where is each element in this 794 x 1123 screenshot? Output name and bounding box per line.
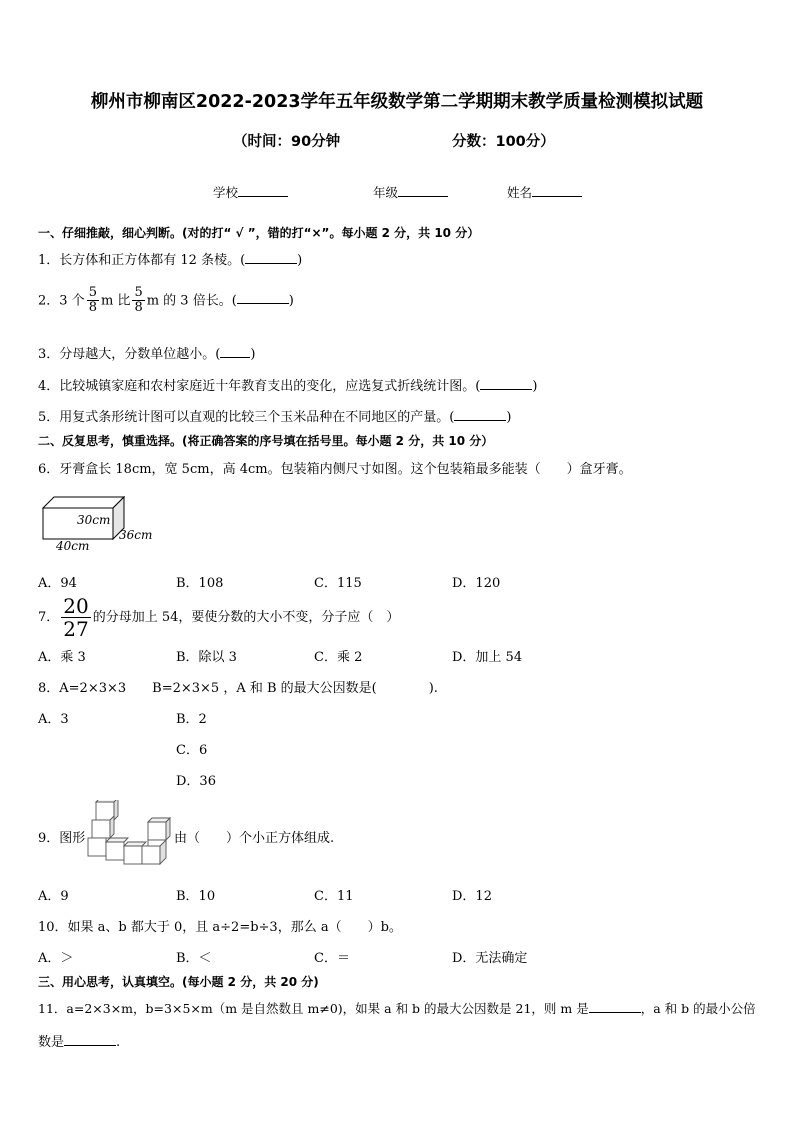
q7-option-a[interactable]: A．乘 3 — [38, 650, 86, 665]
box-width-label: 30cm — [77, 513, 111, 527]
grade-label: 年级 — [373, 185, 399, 200]
answer-blank — [245, 251, 297, 264]
q10-option-d[interactable]: D．无法确定 — [452, 951, 528, 966]
cube-stack-figure — [86, 800, 176, 870]
box-length-label: 40cm — [56, 539, 90, 553]
box-height-label: 36cm — [119, 528, 153, 542]
fraction-20-27: $\frac{20}{27}$ — [63, 594, 89, 641]
answer-blank — [237, 291, 289, 304]
q7-option-c[interactable]: C．乘 2 — [314, 650, 363, 665]
question-2: 2．3 个 $\frac{5}{8}$ m 比 $\frac{5}{8}$ m 的 3 倍长。( ) — [38, 285, 294, 316]
question-5: 5．用复式条形统计图可以直观的比较三个玉米品种在不同地区的产量。( ) — [38, 410, 512, 425]
q8-option-b[interactable]: B．2 — [176, 712, 207, 727]
school-label: 学校 — [213, 185, 239, 200]
school-field — [213, 183, 288, 201]
fraction-5-8: $\frac{5}{8}$ — [134, 285, 143, 316]
name-field — [507, 183, 582, 201]
answer-blank — [64, 1033, 116, 1046]
question-11-line-2: 数是 . — [38, 1035, 121, 1050]
answer-blank — [454, 408, 506, 421]
question-10: 10．如果 a、b 都大于 0，且 a÷2=b÷3，那么 a（ ）b。 — [38, 920, 402, 935]
question-11-line-1: 11．a=2×3×m，b=3×5×m（m 是自然数且 m≠0)，如果 a 和 b 的最大公因数是 21，则 m 是 ，a 和 b 的最小公倍 — [38, 1001, 756, 1016]
q6-option-c[interactable]: C．115 — [314, 576, 362, 591]
q6-option-b[interactable]: B．108 — [176, 576, 224, 591]
exam-time: （时间：90分钟 — [233, 134, 341, 150]
page-title: 柳州市柳南区2022-2023学年五年级数学第二学期期末教学质量检测模拟试题 — [90, 92, 704, 112]
answer-blank — [589, 1000, 641, 1013]
q8-option-a[interactable]: A．3 — [38, 712, 69, 727]
question-3: 3．分母越大，分数单位越小。( ) — [38, 347, 256, 362]
section-3-heading: 三、用心思考，认真填空。(每小题 2 分，共 20 分) — [38, 975, 319, 989]
q9-option-a[interactable]: A．9 — [38, 889, 69, 904]
section-2-heading: 二、反复思考，慎重选择。(将正确答案的序号填在括号里。每小题 2 分，共 10 分） — [38, 434, 494, 448]
q7-option-d[interactable]: D．加上 54 — [452, 650, 523, 665]
answer-blank — [220, 345, 250, 358]
question-4: 4．比较城镇家庭和农村家庭近十年教育支出的变化，应选复式折线统计图。( ) — [38, 379, 538, 394]
question-8: 8．A=2×3×3 B=2×3×5 ，A 和 B 的最大公因数是( ). — [38, 681, 438, 696]
grade-field — [373, 183, 448, 201]
question-7: 7． $\frac{20}{27}$ 的分母加上 54，要使分数的大小不变，分子应（ ） — [38, 594, 400, 641]
school-blank — [238, 184, 288, 197]
q8-option-c[interactable]: C．6 — [176, 743, 208, 758]
exam-score: 分数：100分） — [452, 134, 555, 150]
question-9-pre: 9．图形 — [38, 831, 86, 846]
q9-option-b[interactable]: B．10 — [176, 889, 216, 904]
section-1-heading: 一、仔细推敲，细心判断。(对的打“ √ ”，错的打“×”。每小题 2 分，共 10 分） — [38, 226, 480, 240]
answer-blank — [480, 377, 532, 390]
name-label: 姓名 — [507, 185, 533, 200]
fraction-5-8: $\frac{5}{8}$ — [88, 285, 97, 316]
question-6: 6．牙膏盒长 18cm，宽 5cm，高 4cm。包装箱内侧尺寸如图。这个包装箱最多能装（ ）盒牙膏。 — [38, 462, 632, 477]
grade-blank — [398, 184, 448, 197]
name-blank — [532, 184, 582, 197]
q6-option-d[interactable]: D．120 — [452, 576, 501, 591]
q6-option-a[interactable]: A．94 — [38, 576, 77, 591]
q8-option-d[interactable]: D．36 — [176, 774, 216, 789]
q10-option-c[interactable]: C．＝ — [314, 951, 350, 966]
q10-option-b[interactable]: B．＜ — [176, 951, 212, 966]
q9-option-d[interactable]: D．12 — [452, 889, 492, 904]
q9-option-c[interactable]: C．11 — [314, 889, 354, 904]
q7-option-b[interactable]: B．除以 3 — [176, 650, 237, 665]
question-9-text: 由（ ）个小正方体组成. — [174, 831, 335, 846]
q10-option-a[interactable]: A．＞ — [38, 951, 74, 966]
question-1: 1．长方体和正方体都有 12 条棱。( ) — [38, 253, 303, 268]
